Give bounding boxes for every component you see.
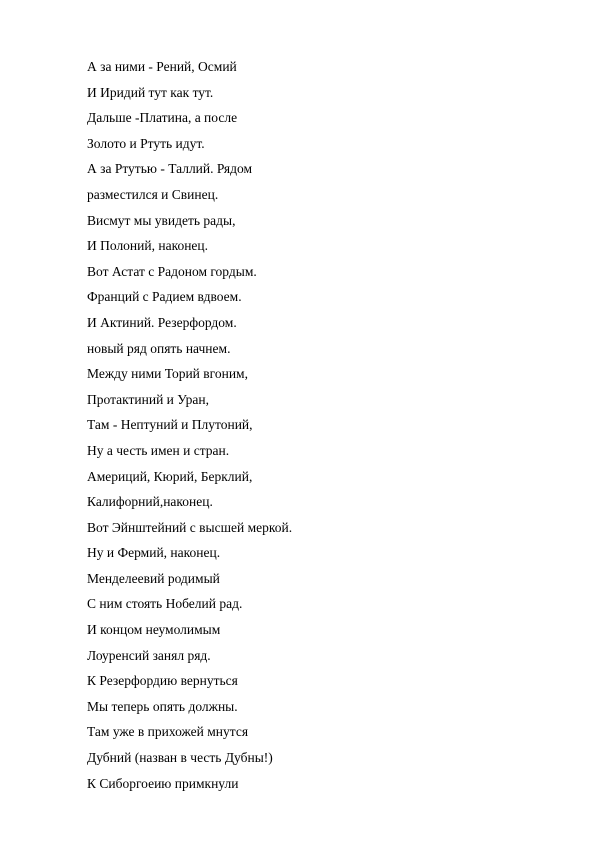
- poem-line: Протактиний и Уран,: [87, 391, 209, 407]
- poem-line: Ну а честь имен и стран.: [87, 442, 230, 458]
- poem-line: С ним стоять Нобелий рад.: [87, 596, 243, 612]
- poem-line: Мы теперь опять должны.: [87, 698, 238, 714]
- poem-line: К Сиборгоеию примкнули: [87, 775, 239, 791]
- poem-line: Калифорний,наконец.: [87, 494, 213, 510]
- poem-line: Там уже в прихожей мнутся: [87, 724, 249, 740]
- poem-text: [87, 58, 292, 800]
- poem-line: Между ними Торий вгоним,: [87, 366, 248, 382]
- poem-line: Америций, Кюрий, Берклий,: [87, 468, 253, 484]
- poem-line: К Резерфордию вернуться: [87, 673, 238, 689]
- poem-line: Менделеевий родимый: [87, 570, 220, 586]
- poem-line: новый ряд опять начнем.: [87, 340, 231, 356]
- poem-line: А за Ртутью - Таллий. Рядом: [87, 161, 252, 177]
- poem-line: Дубний (назван в честь Дубны!): [87, 750, 273, 766]
- poem-line: Лоуренсий занял ряд.: [87, 647, 211, 663]
- poem-line: А за ними - Рений, Осмий: [87, 59, 237, 74]
- poem-line: И Иридий тут как тут.: [87, 84, 214, 100]
- poem-line: И Актиний. Резерфордом.: [87, 314, 237, 330]
- poem-line: Франций с Радием вдвоем.: [87, 289, 242, 305]
- poem-line: Там - Нептуний и Плутоний,: [87, 417, 253, 433]
- poem-line: Ну и Фермий, наконец.: [87, 545, 221, 561]
- poem-line: Вот Эйнштейний с высшей меркой.: [87, 519, 293, 535]
- poem-line: И Полоний, наконец.: [87, 238, 209, 254]
- poem-line: Золото и Ртуть идут.: [87, 135, 205, 151]
- poem-line: И концом неумолимым: [87, 622, 221, 638]
- poem-line: Дальше -Платина, а после: [87, 110, 238, 126]
- poem-line: Вот Астат с Радоном гордым.: [87, 263, 257, 279]
- poem-line: разместился и Свинец.: [87, 186, 219, 202]
- poem-line: Висмут мы увидеть рады,: [87, 212, 236, 228]
